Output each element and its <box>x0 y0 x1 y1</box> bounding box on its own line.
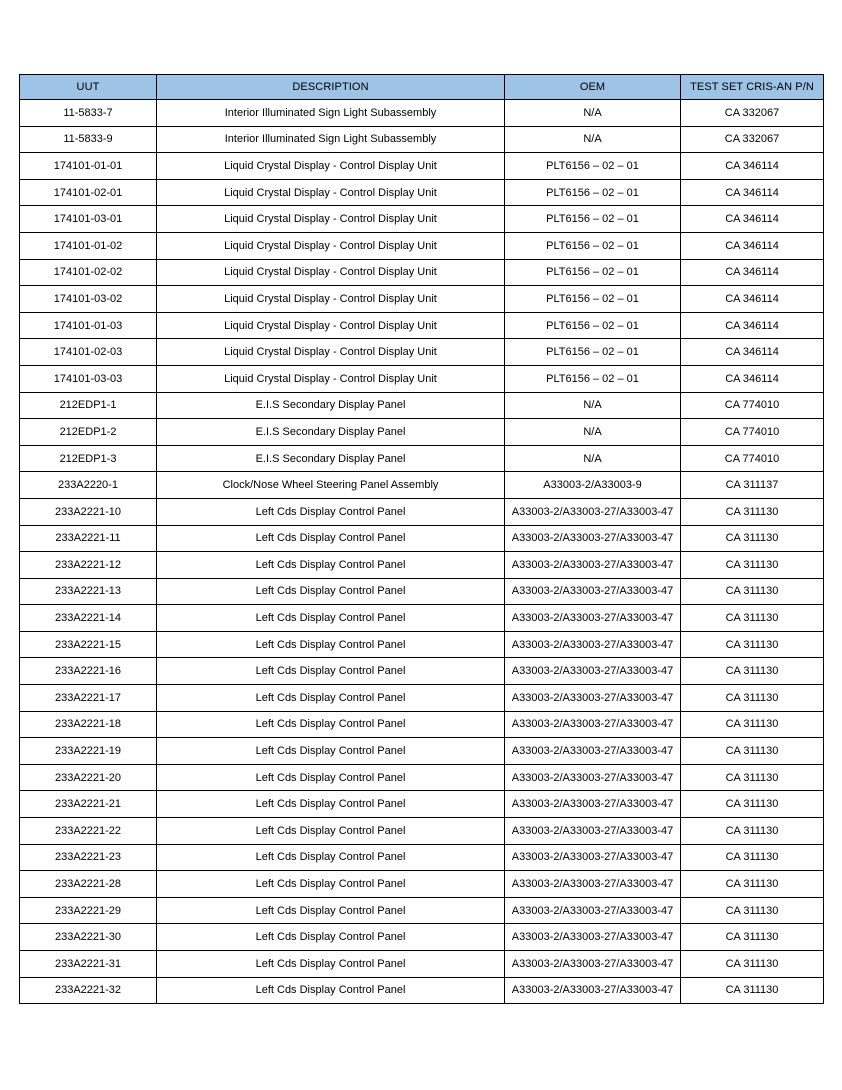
cell-oem: N/A <box>505 445 681 472</box>
cell-test-set-pn: CA 311130 <box>681 631 824 658</box>
table-row <box>20 685 824 712</box>
table-row <box>20 312 824 339</box>
table-row <box>20 738 824 765</box>
cell-description: Liquid Crystal Display - Control Display Unit <box>157 206 505 233</box>
cell-uut: 233A2221-14 <box>20 605 157 632</box>
cell-description: Left Cds Display Control Panel <box>157 552 505 579</box>
table-row <box>20 419 824 446</box>
cell-uut: 233A2221-29 <box>20 897 157 924</box>
cell-description: Left Cds Display Control Panel <box>157 631 505 658</box>
table-row <box>20 179 824 206</box>
cell-uut: 212EDP1-2 <box>20 419 157 446</box>
table-row <box>20 100 824 127</box>
cell-oem: A33003-2/A33003-27/A33003-47 <box>505 738 681 765</box>
cell-description: Left Cds Display Control Panel <box>157 711 505 738</box>
table-row <box>20 286 824 313</box>
table-row <box>20 818 824 845</box>
cell-test-set-pn: CA 311130 <box>681 498 824 525</box>
cell-uut: 174101-03-03 <box>20 365 157 392</box>
cell-uut: 233A2221-22 <box>20 818 157 845</box>
cell-uut: 233A2221-30 <box>20 924 157 951</box>
cell-description: Liquid Crystal Display - Control Display Unit <box>157 179 505 206</box>
parts-table <box>19 74 824 1004</box>
cell-test-set-pn: CA 774010 <box>681 445 824 472</box>
cell-description: Left Cds Display Control Panel <box>157 685 505 712</box>
cell-test-set-pn: CA 346114 <box>681 312 824 339</box>
cell-description: Liquid Crystal Display - Control Display Unit <box>157 339 505 366</box>
cell-uut: 233A2221-15 <box>20 631 157 658</box>
cell-test-set-pn: CA 311130 <box>681 791 824 818</box>
cell-oem: A33003-2/A33003-27/A33003-47 <box>505 605 681 632</box>
header-test-set-pn: TEST SET CRIS-AN P/N <box>681 75 824 100</box>
cell-test-set-pn: CA 346114 <box>681 365 824 392</box>
cell-description: Liquid Crystal Display - Control Display Unit <box>157 259 505 286</box>
cell-oem: N/A <box>505 419 681 446</box>
table-row <box>20 259 824 286</box>
cell-oem: PLT6156 – 02 – 01 <box>505 206 681 233</box>
table-row <box>20 977 824 1004</box>
header-oem: OEM <box>505 75 681 100</box>
table-row <box>20 498 824 525</box>
cell-description: Left Cds Display Control Panel <box>157 977 505 1004</box>
table-row <box>20 365 824 392</box>
cell-description: E.I.S Secondary Display Panel <box>157 392 505 419</box>
cell-test-set-pn: CA 311130 <box>681 711 824 738</box>
cell-test-set-pn: CA 346114 <box>681 259 824 286</box>
table-row <box>20 472 824 499</box>
cell-oem: A33003-2/A33003-27/A33003-47 <box>505 764 681 791</box>
cell-uut: 233A2221-18 <box>20 711 157 738</box>
cell-description: Liquid Crystal Display - Control Display Unit <box>157 232 505 259</box>
table-row <box>20 206 824 233</box>
cell-description: Clock/Nose Wheel Steering Panel Assembly <box>157 472 505 499</box>
cell-description: Left Cds Display Control Panel <box>157 658 505 685</box>
cell-oem: A33003-2/A33003-27/A33003-47 <box>505 552 681 579</box>
cell-test-set-pn: CA 311130 <box>681 818 824 845</box>
cell-oem: PLT6156 – 02 – 01 <box>505 339 681 366</box>
table-row <box>20 631 824 658</box>
cell-oem: A33003-2/A33003-27/A33003-47 <box>505 631 681 658</box>
table-row <box>20 578 824 605</box>
cell-test-set-pn: CA 311130 <box>681 924 824 951</box>
cell-test-set-pn: CA 774010 <box>681 392 824 419</box>
cell-description: Left Cds Display Control Panel <box>157 871 505 898</box>
cell-test-set-pn: CA 346114 <box>681 286 824 313</box>
cell-oem: A33003-2/A33003-27/A33003-47 <box>505 871 681 898</box>
table-row <box>20 897 824 924</box>
table-row <box>20 764 824 791</box>
cell-oem: PLT6156 – 02 – 01 <box>505 153 681 180</box>
cell-description: Interior Illuminated Sign Light Subassembly <box>157 100 505 127</box>
cell-test-set-pn: CA 311137 <box>681 472 824 499</box>
cell-description: E.I.S Secondary Display Panel <box>157 419 505 446</box>
cell-oem: PLT6156 – 02 – 01 <box>505 259 681 286</box>
table-row <box>20 844 824 871</box>
cell-description: Left Cds Display Control Panel <box>157 738 505 765</box>
table-header-row <box>20 75 824 100</box>
cell-oem: N/A <box>505 392 681 419</box>
cell-description: Liquid Crystal Display - Control Display Unit <box>157 153 505 180</box>
cell-uut: 233A2221-21 <box>20 791 157 818</box>
cell-uut: 174101-03-01 <box>20 206 157 233</box>
cell-oem: A33003-2/A33003-27/A33003-47 <box>505 844 681 871</box>
table-row <box>20 951 824 978</box>
cell-description: Left Cds Display Control Panel <box>157 924 505 951</box>
cell-oem: A33003-2/A33003-27/A33003-47 <box>505 977 681 1004</box>
table-body <box>20 100 824 1004</box>
cell-test-set-pn: CA 346114 <box>681 153 824 180</box>
cell-uut: 11-5833-9 <box>20 126 157 153</box>
cell-oem: PLT6156 – 02 – 01 <box>505 286 681 313</box>
table-row <box>20 924 824 951</box>
cell-description: Left Cds Display Control Panel <box>157 525 505 552</box>
cell-oem: N/A <box>505 100 681 127</box>
cell-oem: PLT6156 – 02 – 01 <box>505 312 681 339</box>
cell-test-set-pn: CA 311130 <box>681 578 824 605</box>
cell-description: Left Cds Display Control Panel <box>157 951 505 978</box>
cell-description: Liquid Crystal Display - Control Display Unit <box>157 286 505 313</box>
table-row <box>20 445 824 472</box>
cell-test-set-pn: CA 346114 <box>681 206 824 233</box>
cell-oem: A33003-2/A33003-27/A33003-47 <box>505 951 681 978</box>
cell-description: Left Cds Display Control Panel <box>157 764 505 791</box>
cell-uut: 233A2220-1 <box>20 472 157 499</box>
cell-description: Left Cds Display Control Panel <box>157 498 505 525</box>
cell-oem: A33003-2/A33003-27/A33003-47 <box>505 791 681 818</box>
cell-test-set-pn: CA 346114 <box>681 179 824 206</box>
cell-oem: A33003-2/A33003-27/A33003-47 <box>505 658 681 685</box>
cell-description: Left Cds Display Control Panel <box>157 578 505 605</box>
cell-uut: 233A2221-32 <box>20 977 157 1004</box>
cell-uut: 233A2221-23 <box>20 844 157 871</box>
cell-description: Left Cds Display Control Panel <box>157 844 505 871</box>
cell-oem: A33003-2/A33003-27/A33003-47 <box>505 711 681 738</box>
cell-test-set-pn: CA 332067 <box>681 100 824 127</box>
cell-description: Liquid Crystal Display - Control Display Unit <box>157 312 505 339</box>
table-row <box>20 711 824 738</box>
cell-test-set-pn: CA 311130 <box>681 764 824 791</box>
cell-test-set-pn: CA 311130 <box>681 658 824 685</box>
cell-uut: 233A2221-31 <box>20 951 157 978</box>
cell-uut: 233A2221-17 <box>20 685 157 712</box>
table-row <box>20 232 824 259</box>
cell-uut: 233A2221-11 <box>20 525 157 552</box>
cell-oem: PLT6156 – 02 – 01 <box>505 232 681 259</box>
cell-test-set-pn: CA 311130 <box>681 951 824 978</box>
cell-test-set-pn: CA 311130 <box>681 685 824 712</box>
cell-uut: 233A2221-16 <box>20 658 157 685</box>
table-row <box>20 552 824 579</box>
cell-oem: A33003-2/A33003-9 <box>505 472 681 499</box>
cell-test-set-pn: CA 311130 <box>681 552 824 579</box>
cell-test-set-pn: CA 346114 <box>681 339 824 366</box>
cell-uut: 233A2221-10 <box>20 498 157 525</box>
cell-description: Left Cds Display Control Panel <box>157 897 505 924</box>
cell-uut: 233A2221-28 <box>20 871 157 898</box>
header-uut: UUT <box>20 75 157 100</box>
cell-uut: 233A2221-20 <box>20 764 157 791</box>
cell-test-set-pn: CA 311130 <box>681 605 824 632</box>
header-description: DESCRIPTION <box>157 75 505 100</box>
table-row <box>20 153 824 180</box>
cell-uut: 174101-02-02 <box>20 259 157 286</box>
cell-uut: 174101-01-02 <box>20 232 157 259</box>
cell-oem: A33003-2/A33003-27/A33003-47 <box>505 924 681 951</box>
table-row <box>20 525 824 552</box>
cell-uut: 212EDP1-3 <box>20 445 157 472</box>
cell-oem: A33003-2/A33003-27/A33003-47 <box>505 525 681 552</box>
cell-uut: 174101-03-02 <box>20 286 157 313</box>
cell-test-set-pn: CA 311130 <box>681 738 824 765</box>
cell-test-set-pn: CA 774010 <box>681 419 824 446</box>
cell-description: Left Cds Display Control Panel <box>157 791 505 818</box>
cell-uut: 174101-01-01 <box>20 153 157 180</box>
cell-oem: A33003-2/A33003-27/A33003-47 <box>505 498 681 525</box>
cell-oem: PLT6156 – 02 – 01 <box>505 365 681 392</box>
cell-uut: 233A2221-19 <box>20 738 157 765</box>
cell-description: Left Cds Display Control Panel <box>157 818 505 845</box>
cell-uut: 212EDP1-1 <box>20 392 157 419</box>
cell-test-set-pn: CA 311130 <box>681 897 824 924</box>
cell-oem: A33003-2/A33003-27/A33003-47 <box>505 897 681 924</box>
cell-test-set-pn: CA 332067 <box>681 126 824 153</box>
cell-uut: 233A2221-13 <box>20 578 157 605</box>
cell-oem: A33003-2/A33003-27/A33003-47 <box>505 578 681 605</box>
cell-oem: PLT6156 – 02 – 01 <box>505 179 681 206</box>
table-row <box>20 392 824 419</box>
cell-uut: 11-5833-7 <box>20 100 157 127</box>
cell-uut: 174101-02-01 <box>20 179 157 206</box>
cell-test-set-pn: CA 346114 <box>681 232 824 259</box>
cell-oem: N/A <box>505 126 681 153</box>
table-row <box>20 871 824 898</box>
table-row <box>20 605 824 632</box>
table-row <box>20 791 824 818</box>
cell-description: E.I.S Secondary Display Panel <box>157 445 505 472</box>
cell-description: Interior Illuminated Sign Light Subassembly <box>157 126 505 153</box>
cell-description: Liquid Crystal Display - Control Display Unit <box>157 365 505 392</box>
cell-test-set-pn: CA 311130 <box>681 844 824 871</box>
cell-test-set-pn: CA 311130 <box>681 525 824 552</box>
cell-oem: A33003-2/A33003-27/A33003-47 <box>505 685 681 712</box>
cell-uut: 233A2221-12 <box>20 552 157 579</box>
cell-description: Left Cds Display Control Panel <box>157 605 505 632</box>
table-row <box>20 126 824 153</box>
cell-test-set-pn: CA 311130 <box>681 977 824 1004</box>
table-row <box>20 658 824 685</box>
table-row <box>20 339 824 366</box>
cell-test-set-pn: CA 311130 <box>681 871 824 898</box>
cell-uut: 174101-02-03 <box>20 339 157 366</box>
cell-uut: 174101-01-03 <box>20 312 157 339</box>
cell-oem: A33003-2/A33003-27/A33003-47 <box>505 818 681 845</box>
